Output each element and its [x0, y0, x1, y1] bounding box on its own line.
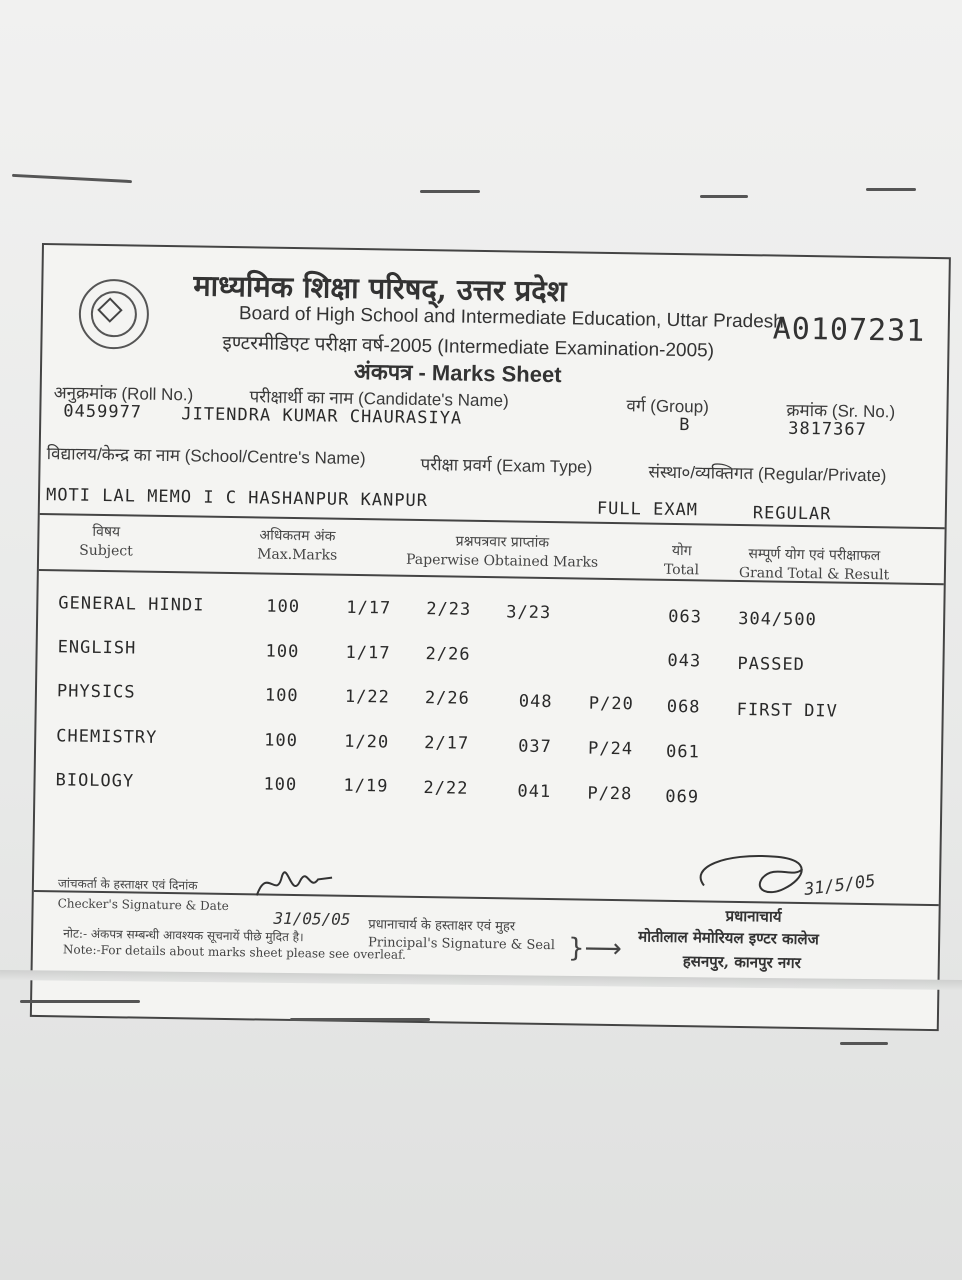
row-subject: CHEMISTRY: [56, 726, 158, 748]
row-paper1: 1/22: [344, 686, 391, 708]
sr-label: क्रमांक (Sr. No.): [786, 400, 896, 422]
school-label: विद्यालय/केन्द्र का नाम (School/Centre's Name): [46, 444, 366, 469]
col-grand-header: [739, 545, 890, 585]
note-block: [63, 925, 407, 962]
board-title-english: Board of High School and Intermediate Education, Uttar Pradesh: [238, 303, 785, 333]
roll-value: 0459977: [63, 401, 143, 423]
row-paper1: 1/17: [346, 597, 392, 619]
checker-hindi: जांचकर्ता के हस्ताक्षर एवं दिनांक: [57, 876, 198, 893]
checker-date: 31/05/05: [273, 908, 351, 929]
principal-block: [368, 916, 555, 955]
seal-address: हसनपुर, कानपुर नगर: [682, 952, 801, 973]
col-subject-header: [79, 523, 133, 562]
row-result: 304/500: [738, 608, 817, 631]
row-practical-marks: P/24: [587, 738, 634, 760]
row-result: FIRST DIV: [736, 699, 839, 722]
paper-english: Paperwise Obtained Marks: [405, 551, 599, 571]
checker-signature: [252, 860, 343, 911]
row-total: 061: [665, 741, 700, 763]
board-emblem-icon: [78, 279, 149, 350]
total-english: Total: [663, 561, 700, 579]
col-max-header: [257, 526, 338, 565]
row-practical: 037: [517, 736, 553, 758]
row-paper3: 3/23: [506, 602, 552, 624]
row-max: 100: [266, 596, 301, 618]
group-value: B: [679, 415, 691, 436]
row-max: 100: [264, 685, 299, 707]
col-paper-header: [406, 532, 599, 573]
col-total-header: [664, 542, 700, 581]
serial-number-top: A0107231: [772, 311, 926, 349]
row-max: 100: [264, 730, 299, 752]
brace-arrow-icon: }⟶: [567, 933, 623, 965]
max-hindi: अधिकतम अंक: [259, 527, 336, 545]
exam-type-value: FULL EXAM: [596, 498, 699, 521]
top-mark-2: [420, 190, 480, 193]
row-practical-marks: P/20: [588, 693, 634, 715]
top-mark-3: [700, 195, 748, 198]
row-paper2: 2/26: [424, 688, 471, 709]
row-paper2: 2/26: [425, 644, 471, 665]
row-paper1: 1/20: [344, 731, 390, 753]
row-paper2: 2/17: [424, 733, 470, 754]
name-label: परीक्षार्थी का नाम (Candidate's Name): [249, 387, 509, 411]
row-total: 069: [665, 786, 700, 808]
roll-label: अनुक्रमांक (Roll No.): [53, 383, 194, 405]
row-practical-marks: P/28: [587, 783, 633, 805]
bottom-mark-3: [840, 1042, 888, 1045]
row-total: 068: [666, 696, 701, 718]
group-label: वर्ग (Group): [626, 396, 709, 417]
row-paper1: 1/17: [345, 642, 391, 664]
row-subject: PHYSICS: [56, 681, 136, 703]
row-max: 100: [263, 774, 298, 796]
note-hindi: नोट:- अंकपत्र सम्बन्धी आवश्यक सूचनायें पीछे मुदित है।: [63, 926, 304, 945]
principal-hindi: प्रधानाचार्य के हस्ताक्षर एवं मुहर: [368, 917, 516, 935]
row-practical: 048: [518, 691, 553, 713]
row-subject: ENGLISH: [57, 637, 137, 659]
checker-english: Checker's Signature & Date: [57, 896, 229, 914]
checker-block: [58, 875, 230, 914]
row-total: 063: [668, 606, 703, 628]
row-subject: GENERAL HINDI: [58, 593, 205, 616]
row-subject: BIOLOGY: [55, 770, 135, 792]
row-max: 100: [265, 641, 300, 663]
row-paper1: 1/19: [343, 775, 389, 797]
name-value: JITENDRA KUMAR CHAURASIYA: [181, 404, 463, 429]
row-result: PASSED: [737, 653, 806, 676]
marks-sheet: [30, 243, 951, 1031]
principal-english: Principal's Signature & Seal: [367, 935, 556, 954]
seal-college-name: मोतीलाल मेमोरियल इण्टर कालेज: [638, 927, 819, 949]
school-value: MOTI LAL MEMO I C HASHANPUR KANPUR: [45, 485, 429, 512]
seal-designation: प्रधानाचार्य: [725, 906, 782, 926]
note-english: Note:-For details about marks sheet please see overleaf.: [62, 942, 407, 962]
top-mark-4: [866, 188, 916, 191]
subject-english: Subject: [79, 542, 133, 560]
regular-value: REGULAR: [752, 503, 832, 525]
subject-hindi: विषय: [92, 523, 121, 541]
grand-english: Grand Total & Result: [738, 564, 890, 584]
sr-value: 3817367: [788, 418, 867, 440]
bottom-mark-1: [20, 1000, 140, 1003]
regular-label: संस्था०/व्यक्तिगत (Regular/Private): [648, 462, 887, 486]
principal-date: 31/5/05: [803, 871, 877, 900]
bottom-mark-2: [290, 1018, 430, 1021]
row-paper2: 2/22: [423, 778, 469, 799]
row-paper2: 2/23: [426, 599, 472, 620]
grand-hindi: सम्पूर्ण योग एवं परीक्षाफल: [748, 546, 881, 565]
board-title-hindi: माध्यमिक शिक्षा परिषद्, उत्तर प्रदेश: [193, 268, 567, 309]
row-practical: 041: [517, 781, 552, 803]
exam-type-label: परीक्षा प्रवर्ग (Exam Type): [420, 454, 593, 477]
exam-year: इण्टरमीडिएट परीक्षा वर्ष-2005 (Intermediate Examination-2005): [222, 332, 715, 362]
total-hindi: योग: [671, 542, 692, 560]
row-total: 043: [667, 650, 702, 672]
max-english: Max.Marks: [257, 546, 338, 564]
sheet-title: अंकपत्र - Marks Sheet: [353, 358, 562, 388]
paper-hindi: प्रश्नपत्रवार प्राप्तांक: [455, 533, 550, 552]
